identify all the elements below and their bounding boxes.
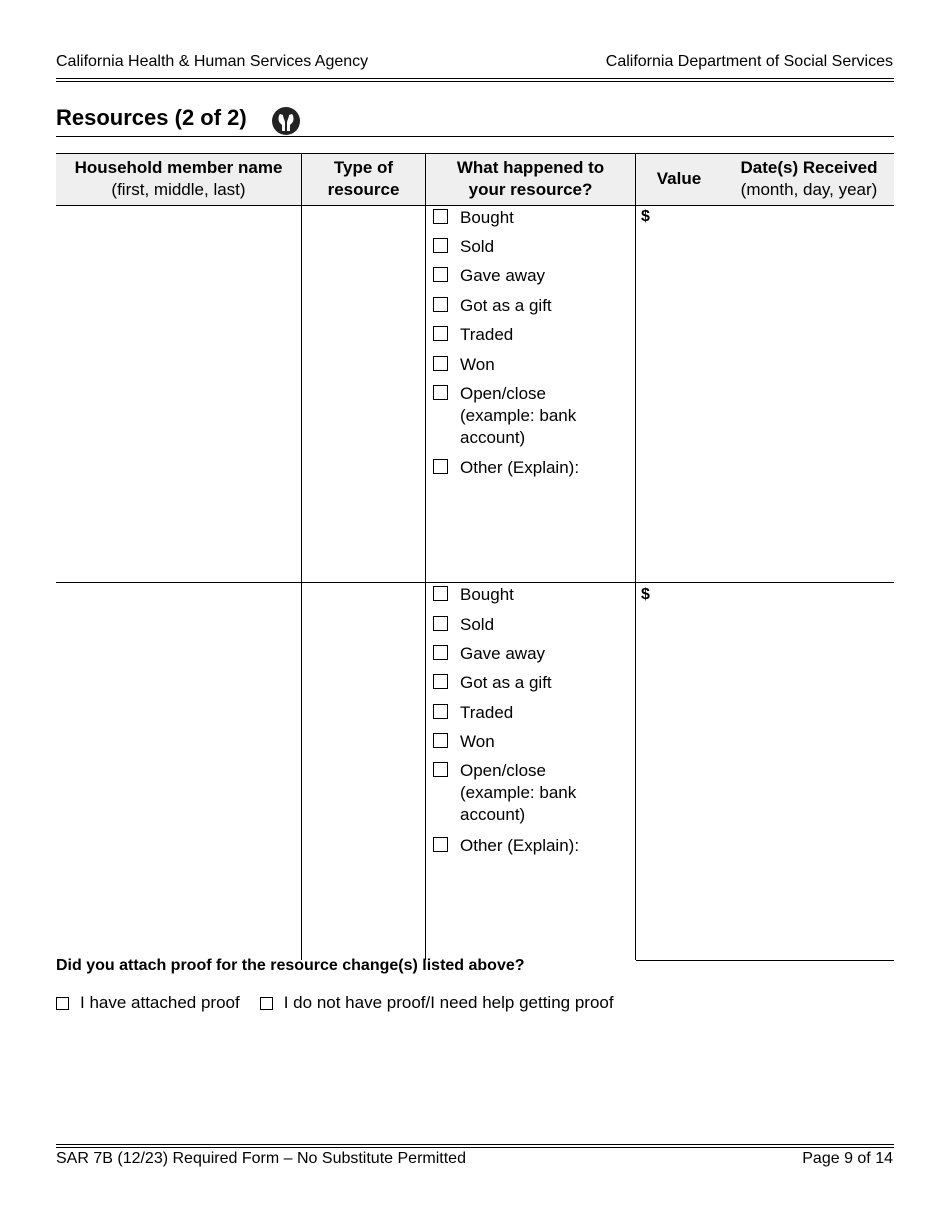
page-title: Resources (2 of 2) — [56, 105, 247, 130]
option-won[interactable]: Won — [433, 731, 495, 753]
checkbox[interactable] — [433, 267, 448, 282]
checkbox[interactable] — [433, 297, 448, 312]
checkbox[interactable] — [433, 762, 448, 777]
checkbox[interactable] — [433, 837, 448, 852]
option-bought[interactable]: Bought — [433, 207, 514, 229]
row-divider — [56, 582, 894, 583]
checkbox[interactable] — [433, 385, 448, 400]
column-divider — [425, 153, 426, 960]
checkbox[interactable] — [433, 674, 448, 689]
option-got-as-gift[interactable]: Got as a gift — [433, 672, 552, 694]
checkbox[interactable] — [433, 733, 448, 748]
option-sold[interactable]: Sold — [433, 236, 494, 258]
header-rule — [56, 81, 894, 82]
proof-question: Did you attach proof for the resource change(s) listed above? — [56, 957, 525, 974]
option-sold[interactable]: Sold — [433, 614, 494, 636]
form-id: SAR 7B (12/23) Required Form – No Substitute Permitted — [56, 1150, 466, 1167]
checkbox[interactable] — [433, 238, 448, 253]
column-header-dates: Date(s) Received (month, day, year) — [740, 157, 878, 199]
option-got-as-gift[interactable]: Got as a gift — [433, 295, 552, 317]
checkbox[interactable] — [433, 616, 448, 631]
checkbox[interactable] — [433, 459, 448, 474]
value-currency: $ — [641, 586, 650, 603]
label-attached-proof: I have attached proof — [80, 993, 240, 1012]
agency-right: California Department of Social Services — [605, 53, 893, 70]
checkbox[interactable] — [433, 645, 448, 660]
column-header-member: Household member name (first, middle, last) — [74, 157, 283, 199]
option-open-close[interactable]: Open/close (example: bank account) — [433, 760, 603, 826]
value-currency: $ — [641, 208, 650, 225]
proof-options — [56, 993, 614, 1013]
column-divider — [301, 153, 302, 960]
option-traded[interactable]: Traded — [433, 324, 513, 346]
title-rule — [56, 136, 894, 137]
option-bought[interactable]: Bought — [433, 584, 514, 606]
checkbox[interactable] — [433, 356, 448, 371]
column-divider — [635, 153, 636, 960]
footer-rule — [56, 1147, 894, 1148]
label-no-proof: I do not have proof/I need help getting proof — [283, 993, 614, 1012]
header-rule — [56, 78, 894, 79]
column-header-value: Value — [656, 168, 702, 188]
option-open-close[interactable]: Open/close (example: bank account) — [433, 383, 603, 449]
column-header-what-happened: What happened to your resource? — [456, 157, 605, 199]
agency-left: California Health & Human Services Agency — [56, 53, 369, 70]
checkbox[interactable] — [433, 704, 448, 719]
column-header-type: Type of resource — [327, 157, 400, 199]
option-gave-away[interactable]: Gave away — [433, 265, 545, 287]
checkbox-no-proof[interactable] — [260, 997, 273, 1010]
checkbox[interactable] — [433, 209, 448, 224]
footer-rule — [56, 1144, 894, 1145]
hands-icon — [271, 106, 301, 136]
checkbox-attached-proof[interactable] — [56, 997, 69, 1010]
option-traded[interactable]: Traded — [433, 702, 513, 724]
checkbox[interactable] — [433, 326, 448, 341]
row-divider — [636, 960, 894, 961]
option-other[interactable]: Other (Explain): — [433, 457, 579, 479]
checkbox[interactable] — [433, 586, 448, 601]
option-gave-away[interactable]: Gave away — [433, 643, 545, 665]
option-won[interactable]: Won — [433, 354, 495, 376]
page-number: Page 9 of 14 — [802, 1150, 893, 1167]
option-other[interactable]: Other (Explain): — [433, 835, 579, 857]
